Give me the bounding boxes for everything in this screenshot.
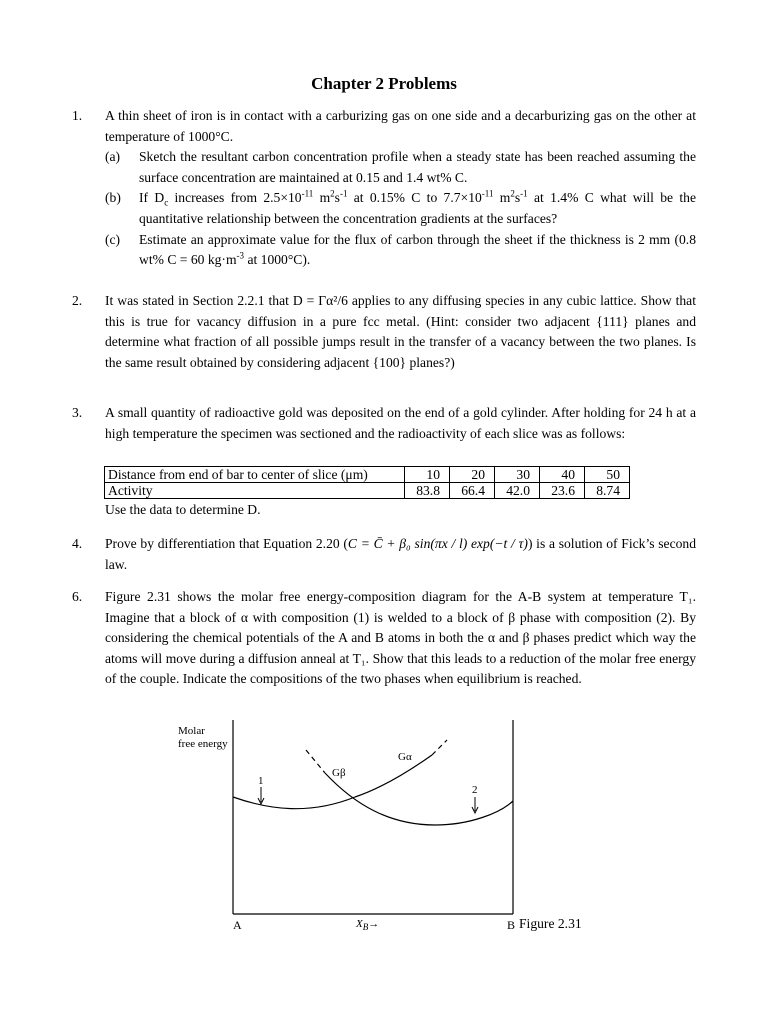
problem-4 xyxy=(72,534,696,575)
curve-label-g-beta: Gβ xyxy=(332,767,346,779)
diagram-svg xyxy=(170,715,610,940)
table-cell: 83.8 xyxy=(405,483,450,499)
table-row-header: Distance from end of bar to center of slice (μm) xyxy=(105,467,405,483)
axis-end-a: A xyxy=(233,918,242,932)
problem-text: A small quantity of radioactive gold was deposited on the end of a gold cylinder. After holding for 24 h at a high temperature the specimen was sectioned and the radioactivity of each slice was as follows: xyxy=(105,405,696,441)
activity-table xyxy=(104,466,630,499)
table-cell: 40 xyxy=(540,467,585,483)
problem-number: 1. xyxy=(72,108,83,123)
table-cell: 50 xyxy=(585,467,630,483)
problem-number: 3. xyxy=(72,405,83,420)
figure-caption: Figure 2.31 xyxy=(519,916,582,931)
table-row xyxy=(105,467,630,483)
equation: C = C̄ + β₀ sin(πx / l) exp(−t / τ) xyxy=(347,536,528,551)
problem-number: 2. xyxy=(72,293,83,308)
problem-6 xyxy=(72,587,696,690)
table-cell: 23.6 xyxy=(540,483,585,499)
table-cell: 66.4 xyxy=(450,483,495,499)
table-row xyxy=(105,483,630,499)
problem-3-instruction: Use the data to determine D. xyxy=(105,502,261,517)
problem-text: A thin sheet of iron is in contact with a carburizing gas on one side and a decarburizing gas on the other at temperature of 1000°C. xyxy=(105,108,696,144)
table-cell: 20 xyxy=(450,467,495,483)
curve-label-g-alpha: Gα xyxy=(398,751,412,763)
problem-part-a: (a) Sketch the resultant carbon concentration profile when a steady state has been reached assuming the surface concentration are maintained at 0.15 and 1.4 wt% C. xyxy=(105,149,696,185)
y-axis-label-line1: Molar xyxy=(178,725,205,737)
composition-label-2: 2 xyxy=(472,784,478,796)
problem-number: 6. xyxy=(72,589,83,604)
problem-3 xyxy=(72,403,696,444)
curve-g-beta-right xyxy=(355,755,432,797)
table-cell: 8.74 xyxy=(585,483,630,499)
page-title: Chapter 2 Problems xyxy=(311,74,457,93)
problem-part-c: (c) Estimate an approximate value for the flux of carbon through the sheet if the thickness is 2 mm (0.8 wt% C = 60 $kg\cdot m^{-3}$ at 1000°C). xyxy=(105,231,696,268)
table-cell: 10 xyxy=(405,467,450,483)
problem-1 xyxy=(72,106,696,271)
x-axis-label: $X_B\to$ xyxy=(356,918,380,933)
y-axis-label-line2: free energy xyxy=(178,738,228,750)
curve-g-beta-dashed xyxy=(432,740,447,755)
curve-g-alpha-dashed xyxy=(306,750,325,773)
composition-label-1: 1 xyxy=(258,775,264,787)
curve-g-beta xyxy=(233,797,355,809)
problem-text: It was stated in Section 2.2.1 that D = Γα²/6 applies to any diffusing species in any cubic lattice. Show that this is true for vacancy diffusion in a pure fcc metal. (Hint: consider two adjacent {111} planes and determine what fraction of all possible jumps result in the transfer of a vacancy between the two planes. Is the same result obtained by considering adjacent {100} planes?) xyxy=(105,293,696,370)
problem-text: Prove by differentiation that Equation 2.20 (C = C̄ + β₀ sin(πx / l) exp(−t / τ)) is a solution of Fick’s second law. xyxy=(105,536,696,572)
free-energy-diagram xyxy=(170,715,610,940)
table-cell: 42.0 xyxy=(495,483,540,499)
problem-part-b: (b) If $D_c$ increases from $2.5\times 10^{-11}$ $m^2s^{-1}$ at 0.15% C to $7.7\times 10^{-11}$ $m^2s^{-1}$ at 1.4% C what will be the quantitative relationship between the concentration gradients at the surfaces? xyxy=(105,188,696,226)
problem-text: Figure 2.31 shows the molar free energy-composition diagram for the A-B system at temperature T₁. Imagine that a block of α with composition (1) is welded to a block of β phase with composition (2). By considering the chemical potentials of the A and B atoms in both the α and β phases predict which way the atoms will move during a diffusion anneal at T₁. Show that this leads to a reduction of the molar free energy of the couple. Indicate the compositions of the two phases when equilibrium is reached. xyxy=(105,589,696,687)
axis-end-b: B xyxy=(507,918,516,932)
problem-number: 4. xyxy=(72,536,83,551)
table-row-header: Activity xyxy=(105,483,405,499)
table-cell: 30 xyxy=(495,467,540,483)
problem-2 xyxy=(72,291,696,373)
curve-g-alpha xyxy=(325,773,513,825)
